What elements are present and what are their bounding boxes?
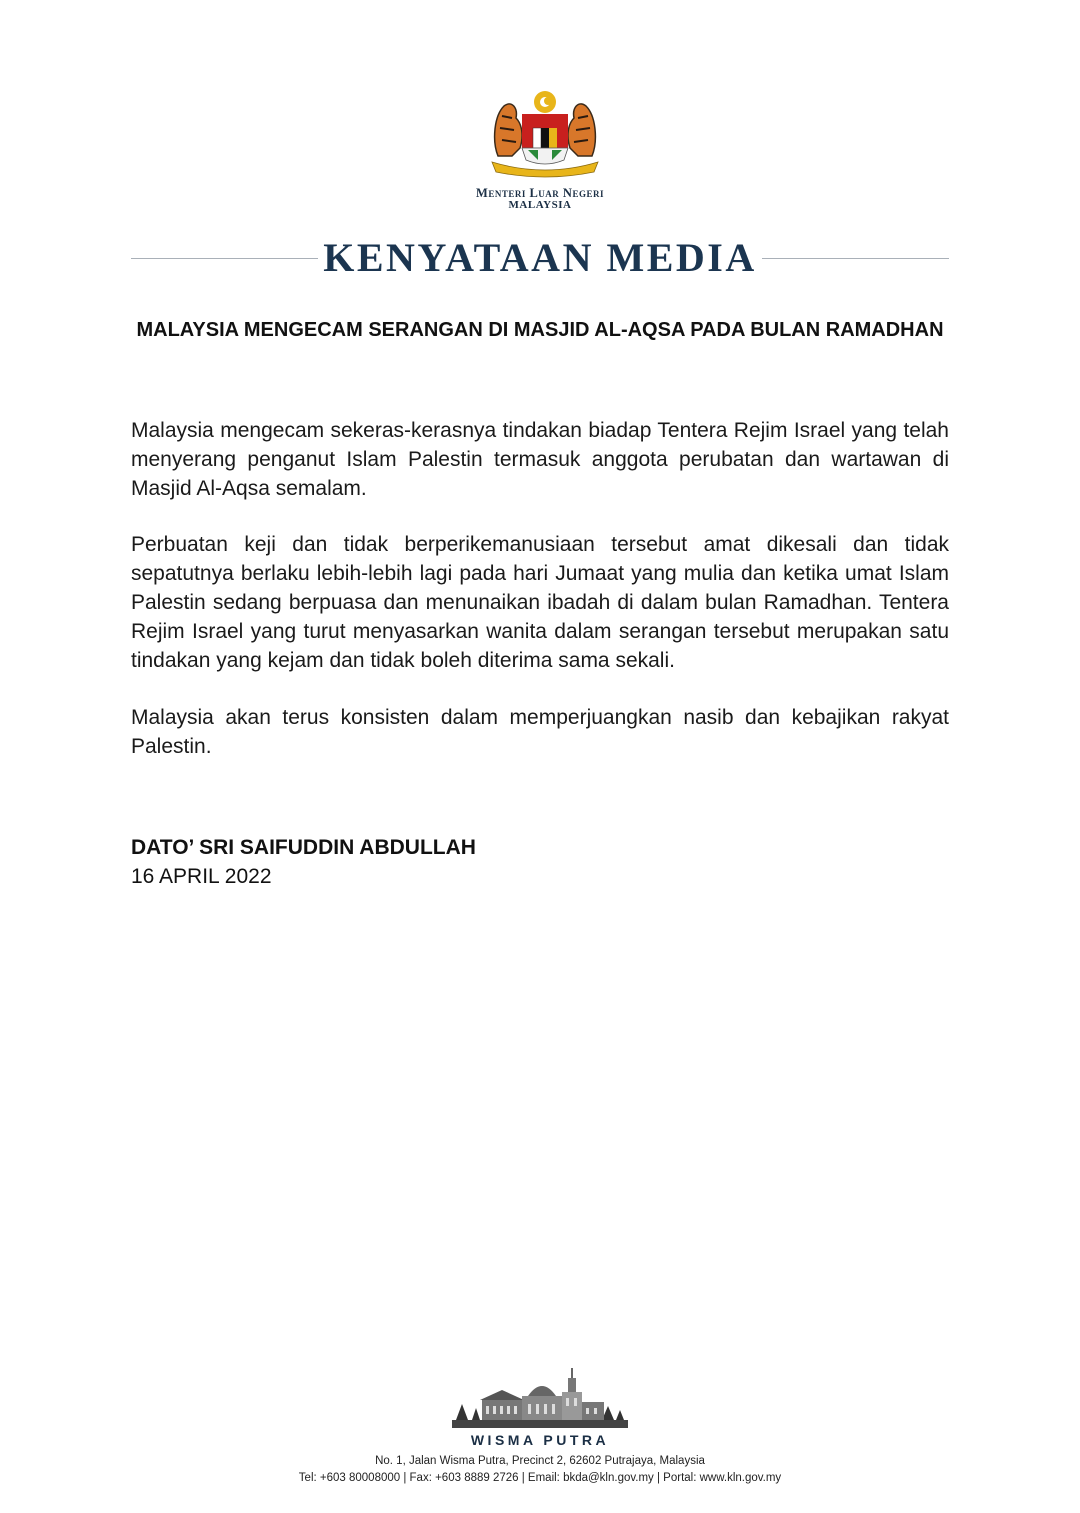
signer-name: DATO’ SRI SAIFUDDIN ABDULLAH bbox=[131, 836, 476, 859]
banner-divider-right bbox=[762, 258, 949, 259]
ministry-name: Menteri Luar Negeri bbox=[476, 186, 604, 200]
statement-paragraph: Malaysia mengecam sekeras-kerasnya tindakan biadap Tentera Rejim Israel yang telah menyerang penganut Islam Palestin termasuk anggota perubatan dan wartawan di Masjid Al-Aqsa semalam. bbox=[131, 419, 949, 500]
wisma-putra-building-icon bbox=[452, 1364, 628, 1428]
footer-address: No. 1, Jalan Wisma Putra, Precinct 2, 62602 Putrajaya, Malaysia bbox=[375, 1455, 705, 1467]
statement-paragraph: Malaysia akan terus konsisten dalam memperjuangkan nasib dan kebajikan rakyat Palestin. bbox=[131, 706, 949, 758]
coat-of-arms-icon bbox=[482, 86, 608, 180]
statement-paragraph: Perbuatan keji dan tidak berperikemanusiaan tersebut amat dikesali dan tidak sepatutnya berlaku lebih-lebih lagi pada hari Jumaat yang mulia dan ketika umat Islam Palestin sedang berpuasa dan menunaikan ibadah di dalam bulan Ramadhan. Tentera Rejim Israel yang turut menyasarkan wanita dalam serangan tersebut merupakan satu tindakan yang kejam dan tidak boleh diterima sama sekali. bbox=[131, 533, 949, 672]
banner-title: KENYATAAN MEDIA bbox=[323, 235, 757, 280]
ministry-country: MALAYSIA bbox=[508, 199, 572, 211]
statement-headline: MALAYSIA MENGECAM SERANGAN DI MASJID AL-AQSA PADA BULAN RAMADHAN bbox=[136, 319, 944, 341]
banner-divider-left bbox=[131, 258, 318, 259]
statement-date: 16 APRIL 2022 bbox=[131, 865, 272, 888]
building-name: WISMA PUTRA bbox=[470, 1432, 610, 1448]
footer-contact: Tel: +603 80008000 | Fax: +603 8889 2726 | Email: bkda@kln.gov.my | Portal: www.kln.gov.my bbox=[298, 1472, 782, 1484]
